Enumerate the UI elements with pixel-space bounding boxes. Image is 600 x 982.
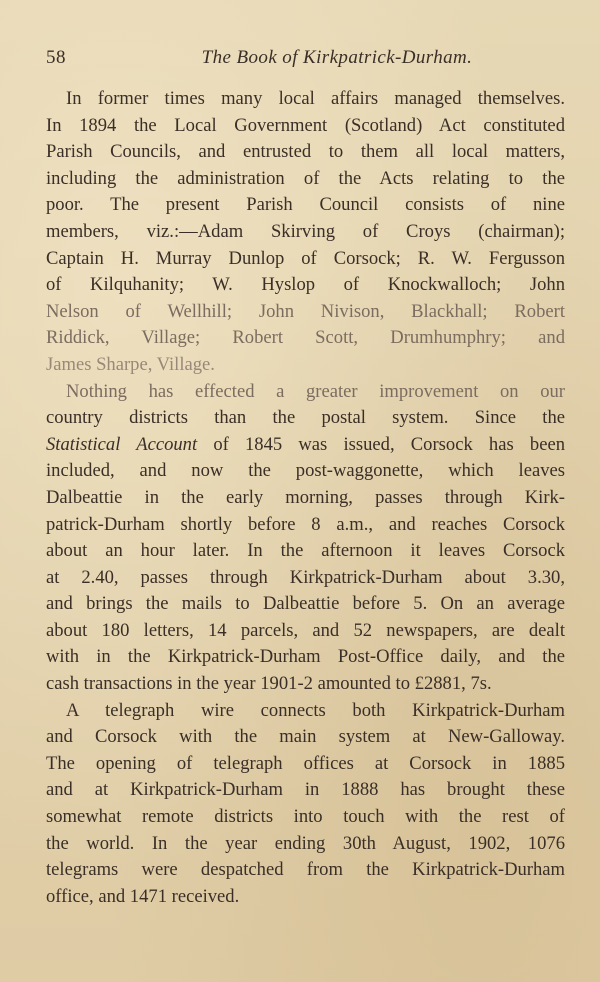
text-line: included, and now the post-waggonette, which leaves — [46, 460, 565, 482]
body-text — [46, 86, 565, 910]
text-line: poor. The present Parish Council consists of nine — [46, 194, 565, 216]
paragraph-telegraph — [46, 698, 565, 911]
text-line: James Sharpe, Village. — [46, 353, 215, 375]
text-line: Dalbeattie in the early morning, passes through Kirk- — [46, 486, 565, 508]
text-line: at 2.40, passes through Kirkpatrick-Durham about 3.30, — [46, 566, 565, 588]
text-line: A telegraph wire connects both Kirkpatrick-Durham — [66, 699, 565, 721]
text-line: and at Kirkpatrick-Durham in 1888 has brought these — [46, 779, 565, 801]
text-fragment: of 1845 was issued, Corsock has been — [197, 433, 565, 455]
text-line: the world. In the year ending 30th August, 1902, 1076 — [46, 832, 565, 854]
text-line: members, viz.:—Adam Skirving of Croys (chairman); — [46, 220, 565, 242]
text-line: Riddick, Village; Robert Scott, Drumhumphry; and — [46, 327, 565, 349]
text-line: and Corsock with the main system at New-Galloway. — [46, 726, 565, 748]
text-line: Parish Councils, and entrusted to them all local matters, — [46, 141, 565, 163]
text-line-with-title — [46, 432, 565, 459]
text-line: In 1894 the Local Government (Scotland) Act constituted — [46, 114, 565, 136]
text-line: Nelson of Wellhill; John Nivison, Blackhall; Robert — [46, 300, 565, 322]
text-line: about 180 letters, 14 parcels, and 52 newspapers, are dealt — [46, 619, 565, 641]
text-line: In former times many local affairs managed themselves. — [66, 88, 565, 109]
text-line: office, and 1471 received. — [46, 885, 240, 907]
text-line: telegrams were despatched from the Kirkpatrick-Durham — [46, 859, 565, 881]
book-title: Statistical Account — [46, 433, 198, 455]
page-number: 58 — [46, 47, 66, 68]
text-line: Nothing has effected a greater improvement on our — [66, 380, 565, 402]
running-title: The Book of Kirkpatrick-Durham. — [201, 47, 473, 68]
text-line: Captain H. Murray Dunlop of Corsock; R. W. Fergusson — [46, 247, 565, 269]
text-line: The opening of telegraph offices at Corsock in 1885 — [46, 752, 565, 774]
paragraph-local-government — [46, 86, 565, 379]
text-line: country districts than the postal system. Since the — [46, 407, 565, 429]
text-line: with in the Kirkpatrick-Durham Post-Office daily, and the — [46, 646, 565, 668]
text-line: somewhat remote districts into touch with the rest of — [46, 806, 565, 828]
text-line: of Kilquhanity; W. Hyslop of Knockwalloch; John — [46, 274, 565, 296]
text-line: patrick-Durham shortly before 8 a.m., and reaches Corsock — [46, 513, 565, 535]
text-line: including the administration of the Acts relating to the — [46, 167, 565, 189]
text-line: about an hour later. In the afternoon it leaves Corsock — [46, 540, 565, 562]
text-line: cash transactions in the year 1901-2 amounted to £2881, 7s. — [46, 673, 492, 695]
paragraph-postal-system — [46, 379, 565, 698]
running-head — [46, 44, 562, 72]
text-line: and brings the mails to Dalbeattie before 5. On an average — [46, 593, 565, 615]
